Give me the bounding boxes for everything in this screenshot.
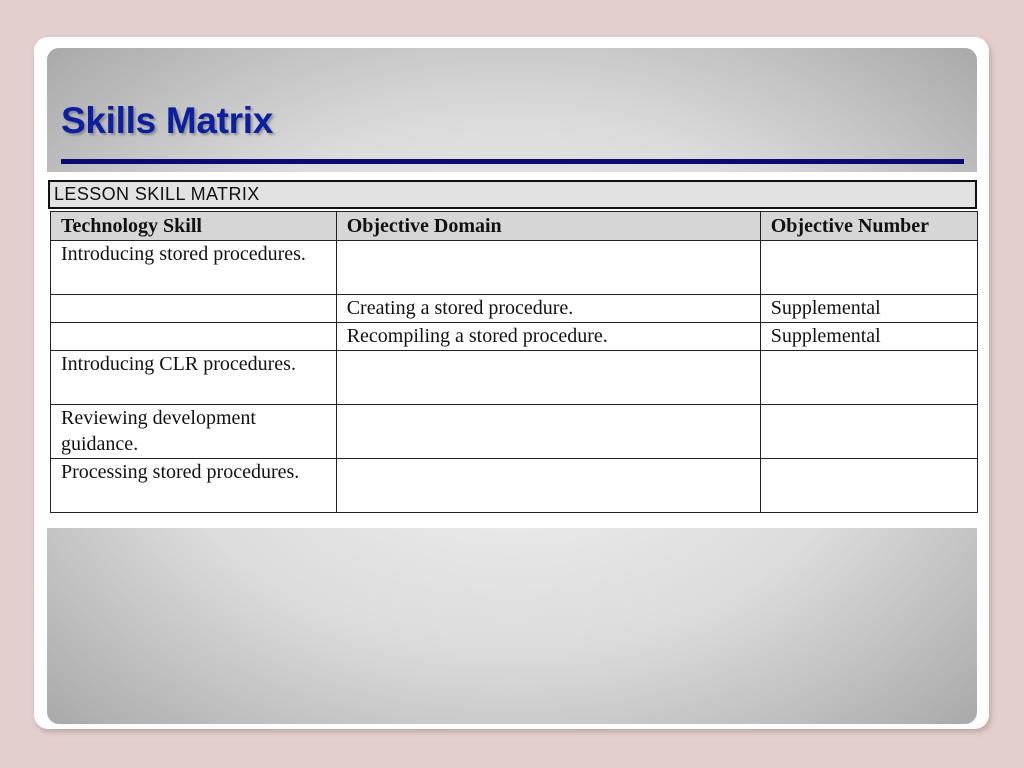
cell-objective-number [760, 459, 977, 513]
cell-objective-number [760, 241, 977, 295]
cell-objective-number [760, 405, 977, 459]
slide-title: Skills Matrix [61, 100, 274, 141]
cell-objective-number: Supplemental [760, 323, 977, 351]
table-row [51, 323, 978, 351]
cell-objective-domain: Recompiling a stored procedure. [336, 323, 760, 351]
cell-technology-skill [51, 323, 337, 351]
lesson-skill-matrix-header: LESSON SKILL MATRIX [48, 180, 977, 209]
cell-objective-domain [336, 405, 760, 459]
cell-objective-domain [336, 459, 760, 513]
column-header-objective-number: Objective Number [760, 212, 977, 241]
cell-objective-domain: Creating a stored procedure. [336, 295, 760, 323]
cell-technology-skill: Introducing stored procedures. [51, 241, 337, 295]
table-row [51, 351, 978, 405]
cell-technology-skill [51, 295, 337, 323]
cell-technology-skill: Processing stored procedures. [51, 459, 337, 513]
cell-technology-skill: Reviewing development guidance. [51, 405, 337, 459]
column-header-technology-skill: Technology Skill [51, 212, 337, 241]
cell-objective-number: Supplemental [760, 295, 977, 323]
table-row [51, 459, 978, 513]
cell-objective-number [760, 351, 977, 405]
cell-objective-domain [336, 351, 760, 405]
title-underline [61, 159, 964, 164]
table-header-row [51, 212, 978, 241]
table-row [51, 241, 978, 295]
skills-matrix-table [50, 211, 978, 513]
table-row [51, 405, 978, 459]
cell-objective-domain [336, 241, 760, 295]
column-header-objective-domain: Objective Domain [336, 212, 760, 241]
cell-technology-skill: Introducing CLR procedures. [51, 351, 337, 405]
table-row [51, 295, 978, 323]
